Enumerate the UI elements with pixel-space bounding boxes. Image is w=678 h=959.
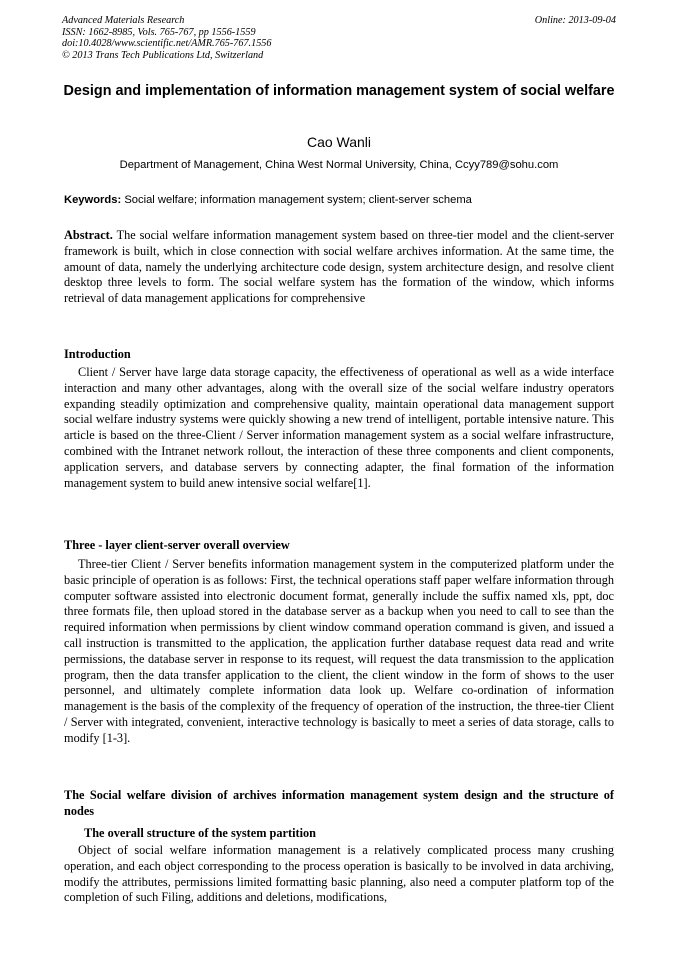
author-name: Cao Wanli — [306, 134, 372, 150]
division-paragraph: Object of social welfare information management is a relatively complicated process many crushing operation, and each object corresponding to the process operation is basically to be involved in data archiving, modify the attributes, permissions limited formatting basic planning, also need a computer platform top of the completion of such Filing, additions and deletions, modifications, — [64, 843, 614, 905]
journal-header — [62, 15, 271, 61]
keywords — [64, 193, 616, 207]
journal-name: Advanced Materials Research — [62, 15, 185, 26]
keywords-text: Social welfare; information management system; client-server schema — [124, 194, 472, 206]
introduction-paragraph: Client / Server have large data storage capacity, the effectiveness of operational as well as a wide interface interaction and many other advantages, along with the overall size of the social welfare industry operators expanding steadily optimization and comprehensive quality, maintain operational data management support social welfare industry systems were quickly showing a new trend of intelligent, portable intensive nature. This article is based on the three-Client / Server information management system as a social welfare infrastructure, combined with the Intranet network rollout, the interaction of these three components and client components, application servers, and database servers by connecting adapter, the final formation of the information management system to build anew intensive social welfare[1]. — [64, 365, 614, 490]
section-overview — [64, 557, 614, 747]
section-division — [64, 843, 614, 906]
section-introduction — [64, 365, 614, 491]
issn-line: ISSN: 1662-8985, Vols. 765-767, pp 1556-1559 — [62, 26, 256, 38]
doi-line[interactable]: doi:10.4028/www.scientific.net/AMR.765-767.1556 — [62, 38, 272, 50]
abstract-label: Abstract. — [64, 228, 113, 242]
keywords-label: Keywords: — [64, 194, 122, 206]
online-date — [535, 15, 616, 27]
copyright-line: © 2013 Trans Tech Publications Ltd, Switzerland — [62, 49, 264, 61]
paper-title: Design and implementation of information management system of social welfare — [63, 83, 615, 99]
overview-paragraph: Three-tier Client / Server benefits information management system in the computerized platform under the basic principle of operation is as follows: First, the technical operations staff paper welfare information through computer software assisted into electronic document format, generally include the suffix named xls, ppt, doc three formats file, then upload stored in the database server as a backup when you need to call to see than the required information when permissions by client window command operation command is given, and issued a call instruction is transmitted to the application, the application further database request data read and write permissions, the database server in response to its request, will request the data transmission to the application program, then the data transfer application to the client, the client window in the form of shows to the user personnel, and ultimately complete information data look up. Welfare co-ordination of information management is the basis of the complexity of the frequency of operation of the instruction, the three-tier Client / Server with integrated, convenient, interactive technology is basically to meet a series of data storage, calls to modify [1-3]. — [64, 557, 614, 745]
online-date-text: Online: 2013-09-04 — [534, 15, 616, 26]
section-heading-overview: Three - layer client-server overall overview — [64, 538, 290, 552]
section-heading-introduction: Introduction — [64, 347, 131, 361]
section-heading-division: The Social welfare division of archives information management system design and the structure of nodes — [64, 788, 614, 818]
abstract-text: The social welfare information management system based on three-tier model and the client-server framework is built, which in close connection with social welfare archives information. At the same time, the amount of data, namely the underlying architecture code design, system architecture design, and resolve client desktop three levels to form. The social welfare system has the formation of the window, which informs retrieval of data management applications for comprehensive — [64, 228, 614, 306]
subsection-heading-partition: The overall structure of the system partition — [84, 826, 317, 840]
author-affiliation: Department of Management, China West Normal University, China, Ccyy789@sohu.com — [119, 159, 559, 171]
abstract — [64, 228, 614, 307]
